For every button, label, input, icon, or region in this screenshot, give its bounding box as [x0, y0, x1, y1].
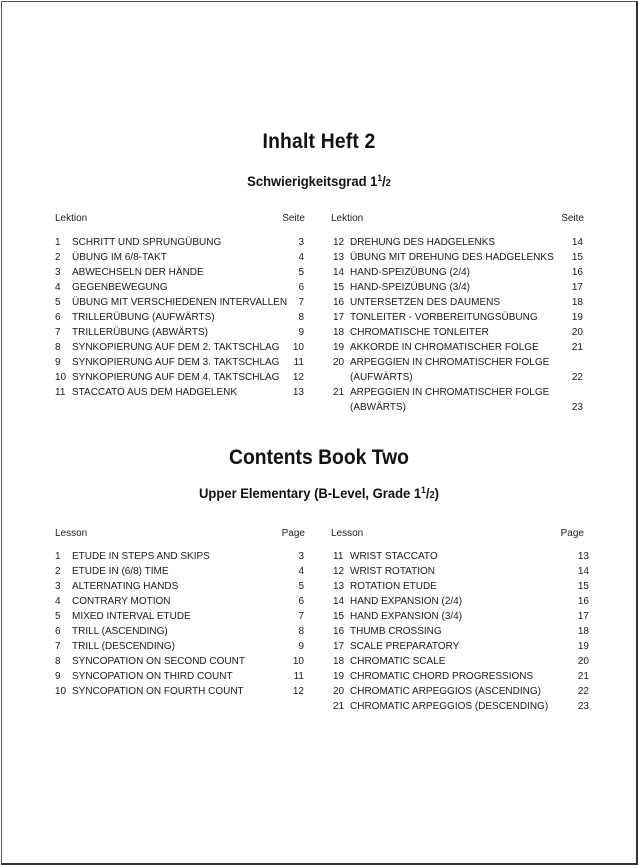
- toc-row-page: 10: [292, 342, 304, 353]
- english-subtitle: [22, 485, 615, 501]
- toc-row: [333, 654, 589, 669]
- toc-row: [333, 609, 589, 624]
- german-subtitle-main: Schwierigkeitsgrad 1: [247, 173, 378, 189]
- toc-row-number: 8: [55, 656, 61, 667]
- toc-row-title: CHROMATIC SCALE: [350, 656, 446, 667]
- toc-row-page: 15: [571, 252, 583, 263]
- toc-row-number: 16: [333, 626, 345, 637]
- toc-row-number: 7: [55, 641, 61, 652]
- german-left-list: [55, 235, 304, 400]
- toc-row: [55, 669, 304, 684]
- toc-row-title: ABWECHSELN DER HÄNDE: [72, 267, 204, 278]
- toc-row-number: 20: [333, 686, 345, 697]
- english-subtitle-main: Upper Elementary (B-Level, Grade 1: [199, 485, 422, 501]
- toc-row-title: AKKORDE IN CHROMATISCHER FOLGE: [350, 342, 539, 353]
- toc-row: [333, 385, 583, 415]
- toc-row-title: ÜBUNG IM 6/8-TAKT: [72, 252, 167, 263]
- toc-row-page: 7: [298, 611, 304, 622]
- toc-row-page: 8: [298, 626, 304, 637]
- toc-row-number: 17: [333, 312, 345, 323]
- toc-row-number: 10: [55, 372, 67, 383]
- toc-row-number: 3: [55, 581, 61, 592]
- toc-row-number: 12: [333, 566, 345, 577]
- toc-row: [55, 549, 304, 564]
- toc-row-number: 4: [55, 282, 61, 293]
- toc-row-page: 18: [571, 297, 583, 308]
- toc-row-title: TRILLERÜBUNG (ABWÄRTS): [72, 327, 208, 338]
- toc-row-page: 20: [571, 327, 583, 338]
- toc-row-title: SCALE PREPARATORY: [350, 641, 460, 652]
- toc-row-number: 9: [55, 671, 61, 682]
- toc-row-title: ROTATION ETUDE: [350, 581, 437, 592]
- toc-row-page: 13: [292, 387, 304, 398]
- toc-row: [55, 579, 304, 594]
- toc-row-number: 2: [55, 252, 61, 263]
- toc-row-title: ARPEGGIEN IN CHROMATISCHER FOLGE: [350, 357, 550, 368]
- toc-row-page: 3: [298, 551, 304, 562]
- toc-row-number: 20: [333, 357, 345, 368]
- english-subtitle-slash: /: [425, 485, 430, 501]
- toc-row: [55, 385, 304, 400]
- toc-row-page: 23: [571, 402, 583, 413]
- english-subtitle-denominator: 2: [429, 490, 435, 501]
- toc-row-page: 16: [577, 596, 589, 607]
- toc-row: [55, 280, 304, 295]
- toc-row-number: 10: [55, 686, 67, 697]
- toc-row: [55, 325, 304, 340]
- toc-row-title: ARPEGGIEN IN CHROMATISCHER FOLGE: [350, 387, 550, 398]
- toc-row-title: TRILLERÜBUNG (AUFWÄRTS): [72, 312, 215, 323]
- toc-row: [55, 609, 304, 624]
- toc-row-title: CHROMATIC CHORD PROGRESSIONS: [350, 671, 534, 682]
- toc-row-title: DREHUNG DES HADGELENKS: [350, 237, 496, 248]
- toc-row-title: MIXED INTERVAL ETUDE: [72, 611, 191, 622]
- toc-row: [333, 235, 583, 250]
- toc-row: [55, 594, 304, 609]
- toc-row-number: 6: [55, 626, 61, 637]
- toc-row-title: CONTRARY MOTION: [72, 596, 171, 607]
- toc-row-title: HAND-SPEIZÜBUNG (2/4): [350, 267, 471, 278]
- toc-row-title: TRILL (DESCENDING): [72, 641, 175, 652]
- toc-row-page: 15: [577, 581, 589, 592]
- toc-row: [55, 639, 304, 654]
- toc-row-title: TRILL (ASCENDING): [72, 626, 168, 637]
- toc-row-page: 4: [298, 566, 304, 577]
- german-subtitle: [22, 173, 615, 189]
- english-left-list: [55, 549, 304, 699]
- toc-row-page: 6: [298, 282, 304, 293]
- toc-row: [55, 295, 304, 310]
- toc-row-number: 19: [333, 671, 345, 682]
- toc-row-title: UNTERSETZEN DES DAUMENS: [350, 297, 501, 308]
- toc-row-page: 19: [571, 312, 583, 323]
- toc-row: [55, 654, 304, 669]
- toc-row-page: 14: [571, 237, 583, 248]
- toc-row-page: 17: [571, 282, 583, 293]
- toc-row-page: 21: [571, 342, 583, 353]
- toc-row-number: 13: [333, 252, 345, 263]
- english-subtitle-end: ): [434, 485, 439, 501]
- toc-row-number: 8: [55, 342, 61, 353]
- toc-row: [333, 280, 583, 295]
- toc-row-number: 15: [333, 282, 345, 293]
- toc-row-page: 22: [571, 372, 583, 383]
- toc-row-page: 9: [298, 641, 304, 652]
- toc-row-page: 20: [577, 656, 589, 667]
- toc-row-number: 17: [333, 641, 345, 652]
- toc-row-number: 18: [333, 327, 345, 338]
- toc-row-title: HAND EXPANSION (3/4): [350, 611, 463, 622]
- toc-row-number: 1: [55, 237, 61, 248]
- toc-row-title: CHROMATIC ARPEGGIOS (DESCENDING): [350, 701, 549, 712]
- toc-row: [333, 325, 583, 340]
- toc-row-title: ETUDE IN (6/8) TIME: [72, 566, 169, 577]
- toc-row-number: 12: [333, 237, 345, 248]
- toc-row-page: 9: [298, 327, 304, 338]
- toc-row-title: SYNCOPATION ON FOURTH COUNT: [72, 686, 244, 697]
- toc-row-page: 13: [577, 551, 589, 562]
- toc-row-title: SYNCOPATION ON THIRD COUNT: [72, 671, 233, 682]
- toc-row-page: 5: [298, 581, 304, 592]
- toc-row: [333, 684, 589, 699]
- toc-row: [55, 250, 304, 265]
- toc-row-page: 12: [292, 372, 304, 383]
- toc-row-title: HAND EXPANSION (2/4): [350, 596, 463, 607]
- toc-row-title: STACCATO AUS DEM HADGELENK: [72, 387, 238, 398]
- toc-row: [55, 355, 304, 370]
- toc-row-number: 5: [55, 611, 61, 622]
- german-title: Inhalt Heft 2: [262, 130, 376, 153]
- toc-row-title: ETUDE IN STEPS AND SKIPS: [72, 551, 210, 562]
- toc-row: [55, 340, 304, 355]
- toc-row-title: SYNKOPIERUNG AUF DEM 3. TAKTSCHLAG: [72, 357, 280, 368]
- toc-row-page: 19: [577, 641, 589, 652]
- toc-row-number: 7: [55, 327, 61, 338]
- toc-row-page: 16: [571, 267, 583, 278]
- toc-row-page: 21: [577, 671, 589, 682]
- german-right-header-lesson: Lektion: [331, 213, 364, 224]
- toc-row: [333, 594, 589, 609]
- toc-row-page: 4: [298, 252, 304, 263]
- english-title: Contents Book Two: [229, 446, 409, 469]
- english-left-header-page: Page: [281, 528, 305, 539]
- toc-row-page: 10: [292, 656, 304, 667]
- toc-row: [333, 579, 589, 594]
- toc-row: [333, 355, 583, 385]
- toc-row: [55, 310, 304, 325]
- toc-row-number: 1: [55, 551, 61, 562]
- german-right-header-page: Seite: [561, 213, 584, 224]
- toc-row-page: 11: [293, 357, 304, 368]
- toc-row: [55, 684, 304, 699]
- toc-row: [333, 310, 583, 325]
- toc-row: [333, 624, 589, 639]
- toc-row: [55, 564, 304, 579]
- toc-row-title: WRIST STACCATO: [350, 551, 438, 562]
- toc-row: [333, 265, 583, 280]
- toc-row-number: 3: [55, 267, 61, 278]
- toc-row-title: TONLEITER - VORBEREITUNGSÜBUNG: [350, 312, 538, 323]
- toc-row-title: CHROMATIC ARPEGGIOS (ASCENDING): [350, 686, 541, 697]
- toc-row-number: 21: [333, 387, 345, 398]
- english-right-header-page: Page: [560, 528, 584, 539]
- toc-row: [333, 669, 589, 684]
- toc-row-number: 5: [55, 297, 61, 308]
- toc-row-title: SCHRITT UND SPRUNGÜBUNG: [72, 237, 222, 248]
- toc-row-page: 12: [292, 686, 304, 697]
- english-left-header-lesson: Lesson: [55, 528, 88, 539]
- toc-row: [333, 699, 589, 714]
- toc-row-title: SYNKOPIERUNG AUF DEM 4. TAKTSCHLAG: [72, 372, 280, 383]
- toc-row: [333, 295, 583, 310]
- toc-row-title-continued: (AUFWÄRTS): [350, 372, 413, 383]
- toc-row-number: 15: [333, 611, 345, 622]
- toc-row-page: 18: [577, 626, 589, 637]
- english-subtitle-numerator: 1: [421, 485, 426, 495]
- toc-row-title: CHROMATISCHE TONLEITER: [350, 327, 489, 338]
- toc-row-title: ALTERNATING HANDS: [72, 581, 179, 592]
- toc-row-title: SYNKOPIERUNG AUF DEM 2. TAKTSCHLAG: [72, 342, 280, 353]
- toc-row-number: 19: [333, 342, 345, 353]
- toc-row-page: 8: [298, 312, 304, 323]
- toc-row-number: 21: [333, 701, 345, 712]
- toc-row-number: 6: [55, 312, 61, 323]
- toc-row-number: 13: [333, 581, 345, 592]
- german-subtitle-denominator: 2: [385, 178, 391, 189]
- toc-row-title: WRIST ROTATION: [350, 566, 435, 577]
- toc-row: [333, 340, 583, 355]
- toc-row-page: 22: [577, 686, 589, 697]
- toc-row-number: 4: [55, 596, 61, 607]
- english-right-list: [333, 549, 589, 714]
- german-left-header-lesson: Lektion: [55, 213, 88, 224]
- toc-row-title: THUMB CROSSING: [350, 626, 442, 637]
- toc-row-number: 14: [333, 596, 345, 607]
- toc-row-page: 17: [577, 611, 589, 622]
- english-right-header-lesson: Lesson: [331, 528, 364, 539]
- toc-row: [333, 549, 589, 564]
- toc-row: [55, 235, 304, 250]
- toc-row-number: 14: [333, 267, 345, 278]
- toc-row-number: 18: [333, 656, 345, 667]
- toc-row: [55, 265, 304, 280]
- toc-row-page: 14: [577, 566, 589, 577]
- toc-row-page: 11: [293, 671, 304, 682]
- toc-row-number: 9: [55, 357, 61, 368]
- toc-row-page: 3: [298, 237, 304, 248]
- toc-row-title: SYNCOPATION ON SECOND COUNT: [72, 656, 245, 667]
- toc-row-number: 11: [333, 551, 344, 562]
- toc-row-page: 5: [298, 267, 304, 278]
- german-subtitle-slash: /: [382, 173, 386, 189]
- toc-row: [333, 250, 583, 265]
- toc-row: [333, 639, 589, 654]
- toc-row-title-continued: (ABWÄRTS): [350, 402, 406, 413]
- toc-row: [55, 370, 304, 385]
- german-subtitle-numerator: 1: [377, 173, 383, 183]
- toc-row-number: 2: [55, 566, 61, 577]
- german-left-header-page: Seite: [282, 213, 305, 224]
- german-right-list: [333, 235, 583, 415]
- toc-row-title: ÜBUNG MIT VERSCHIEDENEN INTERVALLEN: [72, 297, 288, 308]
- toc-row-title: HAND-SPEIZÜBUNG (3/4): [350, 282, 471, 293]
- toc-row-title: ÜBUNG MIT DREHUNG DES HADGELENKS: [350, 252, 554, 263]
- toc-row-title: GEGENBEWEGUNG: [72, 282, 168, 293]
- toc-row-page: 23: [577, 701, 589, 712]
- toc-row-number: 11: [55, 387, 66, 398]
- toc-row: [55, 624, 304, 639]
- toc-row: [333, 564, 589, 579]
- toc-row-number: 16: [333, 297, 345, 308]
- toc-row-page: 7: [298, 297, 304, 308]
- toc-row-page: 6: [298, 596, 304, 607]
